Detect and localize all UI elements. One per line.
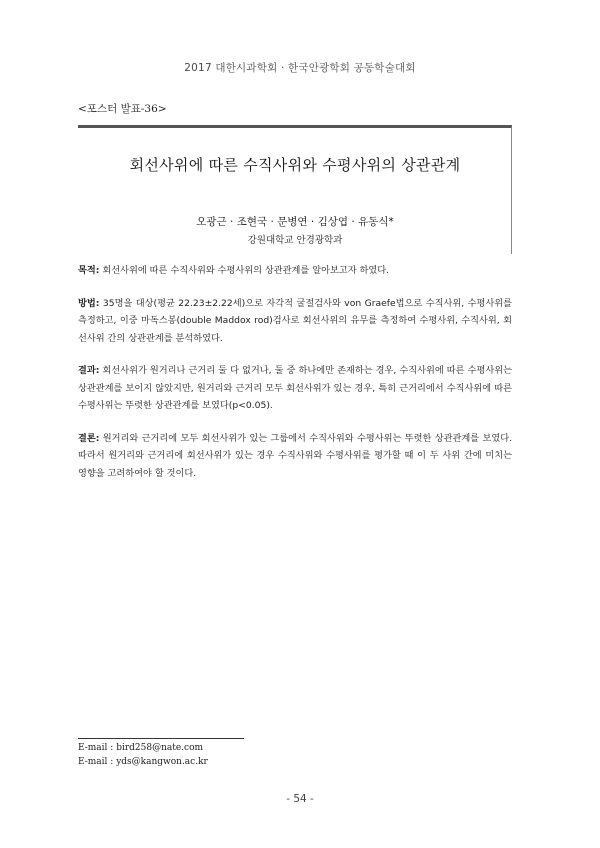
conclusion-label: 결론:	[78, 432, 100, 444]
footnote-email-1: E-mail : bird258@nate.com	[78, 743, 204, 753]
purpose-label: 목적:	[78, 265, 100, 276]
results-label: 결과:	[78, 365, 100, 376]
abstract-methods	[78, 295, 512, 348]
author-list: 오광근 · 조현국 · 문병연 · 김상엽 · 유동식*	[196, 216, 394, 228]
footnote-email-2: E-mail : yds@kangwon.ac.kr	[78, 757, 208, 767]
results-text: 회선사위가 원거리나 근거리 둘 다 없거나, 둘 중 하나에만 존재하는 경우, 수직사위에 따른 수평사위는 상관관계를 보이지 않았지만, 원거리와 근거리 모두 회선사위가 있는 경우, 특히 근거리에서 수직사위에 따른 수평사위는 뚜렷한 상관관계를 보였다(p<0.05).	[78, 365, 512, 411]
title-box	[78, 125, 512, 254]
methods-text: 35명을 대상(평균 22.23±2.22세)으로 자각적 굴절검사와 von Graefe법으로 수직사위, 수평사위를 측정하고, 이중 마독스봉(double Maddox rod)검사로 회선사위의 유무를 측정하여 수평사위, 수직사위, 회선사위 간의 상관관계를 분석하였다.	[78, 297, 512, 344]
methods-label: 방법:	[78, 297, 100, 309]
page-number: - 54 -	[286, 793, 314, 805]
purpose-text: 회선사위에 따른 수직사위와 수평사위의 상관관계를 알아보고자 하였다.	[99, 265, 390, 276]
footnote-divider	[78, 738, 244, 739]
abstract-conclusion	[78, 430, 512, 483]
abstract-body	[78, 262, 512, 497]
session-label: <포스터 발표-36>	[78, 103, 167, 115]
abstract-results	[78, 362, 512, 415]
conclusion-text: 원거리와 근거리에 모두 회선사위가 있는 그룹에서 수직사위와 수평사위는 뚜렷한 상관관계를 보였다. 따라서 원거리와 근거리에 회선사위가 있는 경우 수직사위와 수평사위를 평가할 때 이 두 사위 간에 미치는 영향을 고려하여야 할 것이다.	[78, 432, 512, 479]
abstract-purpose	[78, 262, 512, 280]
footnotes	[78, 741, 208, 769]
affiliation: 강원대학교 안경광학과	[247, 235, 343, 246]
running-header: 2017 대한시과학회 · 한국안광학회 공동학술대회	[184, 62, 416, 74]
paper-title: 회선사위에 따른 수직사위와 수평사위의 상관관계	[129, 156, 461, 174]
